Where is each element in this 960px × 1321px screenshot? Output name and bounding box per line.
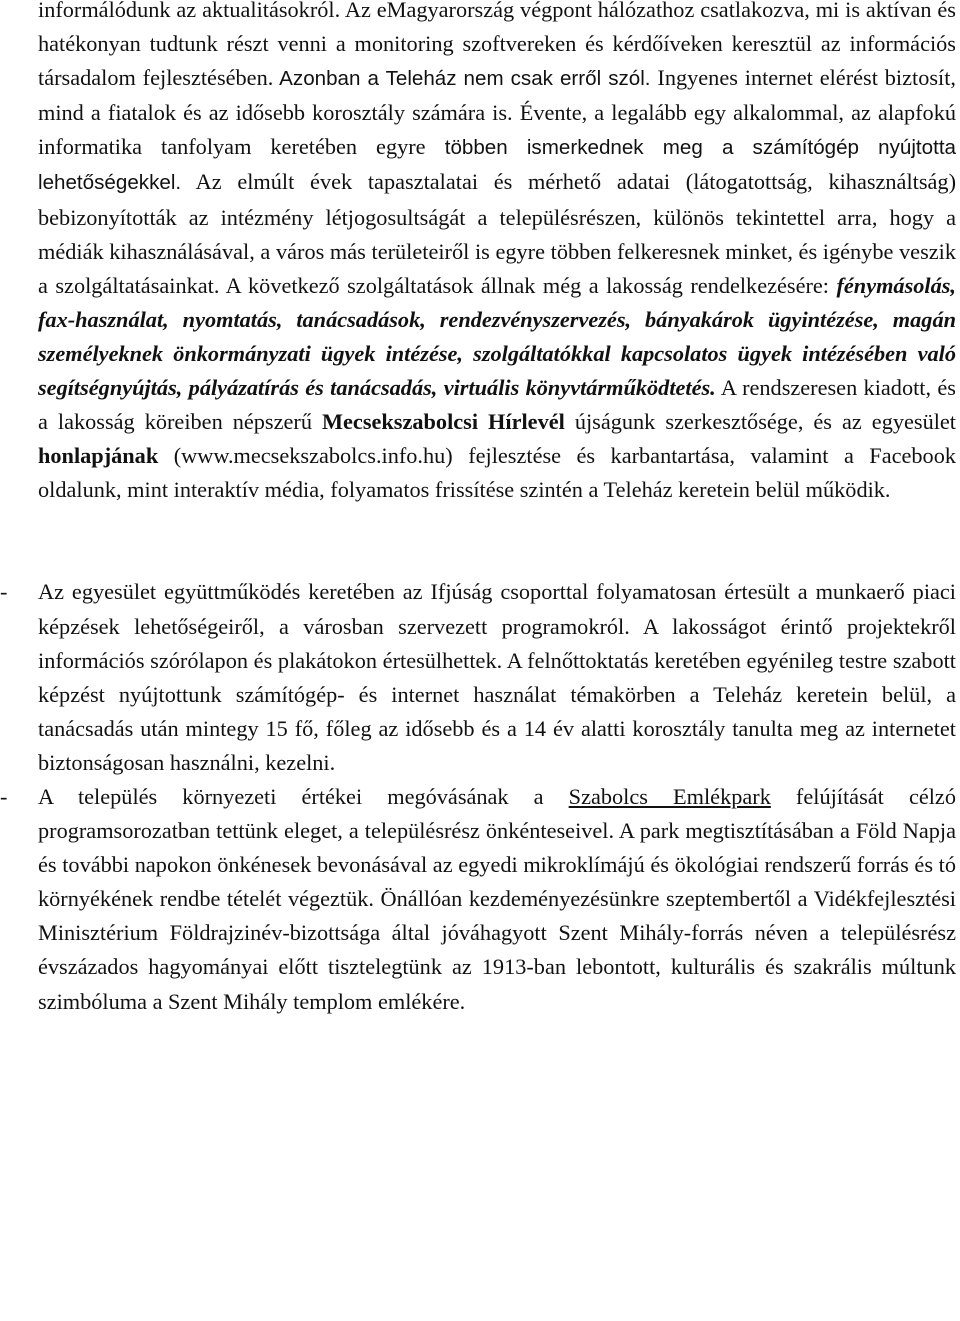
paragraph-gap [38,507,956,575]
dash-bullet: - [0,579,8,605]
text-run: A település környezeti értékei megóvásának a [38,783,544,809]
text-run-sans: többen ismerkednek meg a számítógép nyújtotta lehetőségekkel. [38,136,956,195]
body-paragraph [38,0,956,507]
list-item [0,575,956,780]
dash-bullet: - [0,783,8,809]
text-run: felújítását célzó programsorozatban tettünk eleget, a településrész önkénteseivel. A park megtisztításában a Föld Napja és további napokon önkénesek bevonásával az egyedi mikroklímájú és ökológiai rendszerű forrás és tó környékének rendbe tételét végeztük. Önállóan kezdeményezésünkre szeptembertől a Vidékfejlesztési Minisztérium Földrajzinév-bizottsága által jóváhagyott Szent Mihály-forrás néven a településrész évszázados hagyományai előtt tisztelegtünk az 1913-ban lebontott, kulturális és szakrális múltunk szimbóluma a Szent Mihály templom emlékére. [38,783,956,1014]
text-run: újságunk szerkesztősége, és az egyesület [564,409,956,435]
newsletter-title: Mecsekszabolcsi Hírlevél [311,409,565,435]
services-list-emphasis: fénymásolás, fax-használat, nyomtatás, tanácsadások, rendezvényszervezés, bányakárok ügyintézése, magán személyeknek önkormányzati ügyek intézése, szolgáltatókkal kapcsolatos ügyek intézésében való segítségnyújtás, pályázatírás és tanácsadás, virtuális könyvtárműködtetés. [38,272,957,401]
text-run: A rendszeresen kiadott, és a lakosság köreiben népszerű [38,375,956,435]
park-name-underlined: Szabolcs Emlékpark [568,783,771,809]
list-item-text: Az egyesület együttműködés keretében az Ifjúság csoporttal folyamatosan értesült a munkaerő piaci képzések lehetőségeiről, a városban szervezett programokról. A lakosságot érintő projektekről információs szórólapon és plakátokon értesülhettek. A felnőttoktatás keretében egyénileg testre szabott képzést nyújtottunk számítógép- és internet használat témakörben a Teleház keretein belül, a tanácsadás után mintegy 15 fő, főleg az idősebb és a 14 év alatti korosztály tanulta meg az internetet biztonságosan használni, kezelni. [38,579,956,775]
list-item [0,780,956,1019]
homepage-emphasis: honlapjának [38,443,159,469]
text-run: Ingyenes internet elérést biztosít, mind a fiatalok és az idősebb korosztály számára is. Évente, a legalább egy alkalommal, az alapfokú informatika tanfolyam keretében egyre [38,65,956,160]
text-run: (www.mecsekszabolcs.info.hu) fejlesztése és karbantartása, valamint a Facebook oldalunk, mint interaktív média, folyamatos frissítése szintén a Teleház keretein belül működik. [38,443,956,503]
text-run: informálódunk az aktualitásokról. Az eMagyarország végpont hálózathoz csatlakozva, mi is aktívan és hatékonyan tudtunk részt venni a monitoring szoftvereken és kérdőíveken keresztül az információs társadalom fejlesztésében. [38,0,956,91]
text-run: Az elmúlt évek tapasztalatai és mérhető adatai (látogatottság, kihasználtság) bebizonyították az intézmény létjogosultságát a településrészen, különös tekintettel arra, hogy a médiák kihasználásával, a város más területeiről is egyre többen felkeresnek minket, és igénybe veszik a szolgáltatásainkat. A következő szolgáltatások állnak még a lakosság rendelkezésére: [38,169,956,298]
dash-list [0,575,956,1018]
list-item-text [38,780,956,1019]
text-run-sans: Azonban a Teleház nem csak erről szól. [273,67,651,91]
